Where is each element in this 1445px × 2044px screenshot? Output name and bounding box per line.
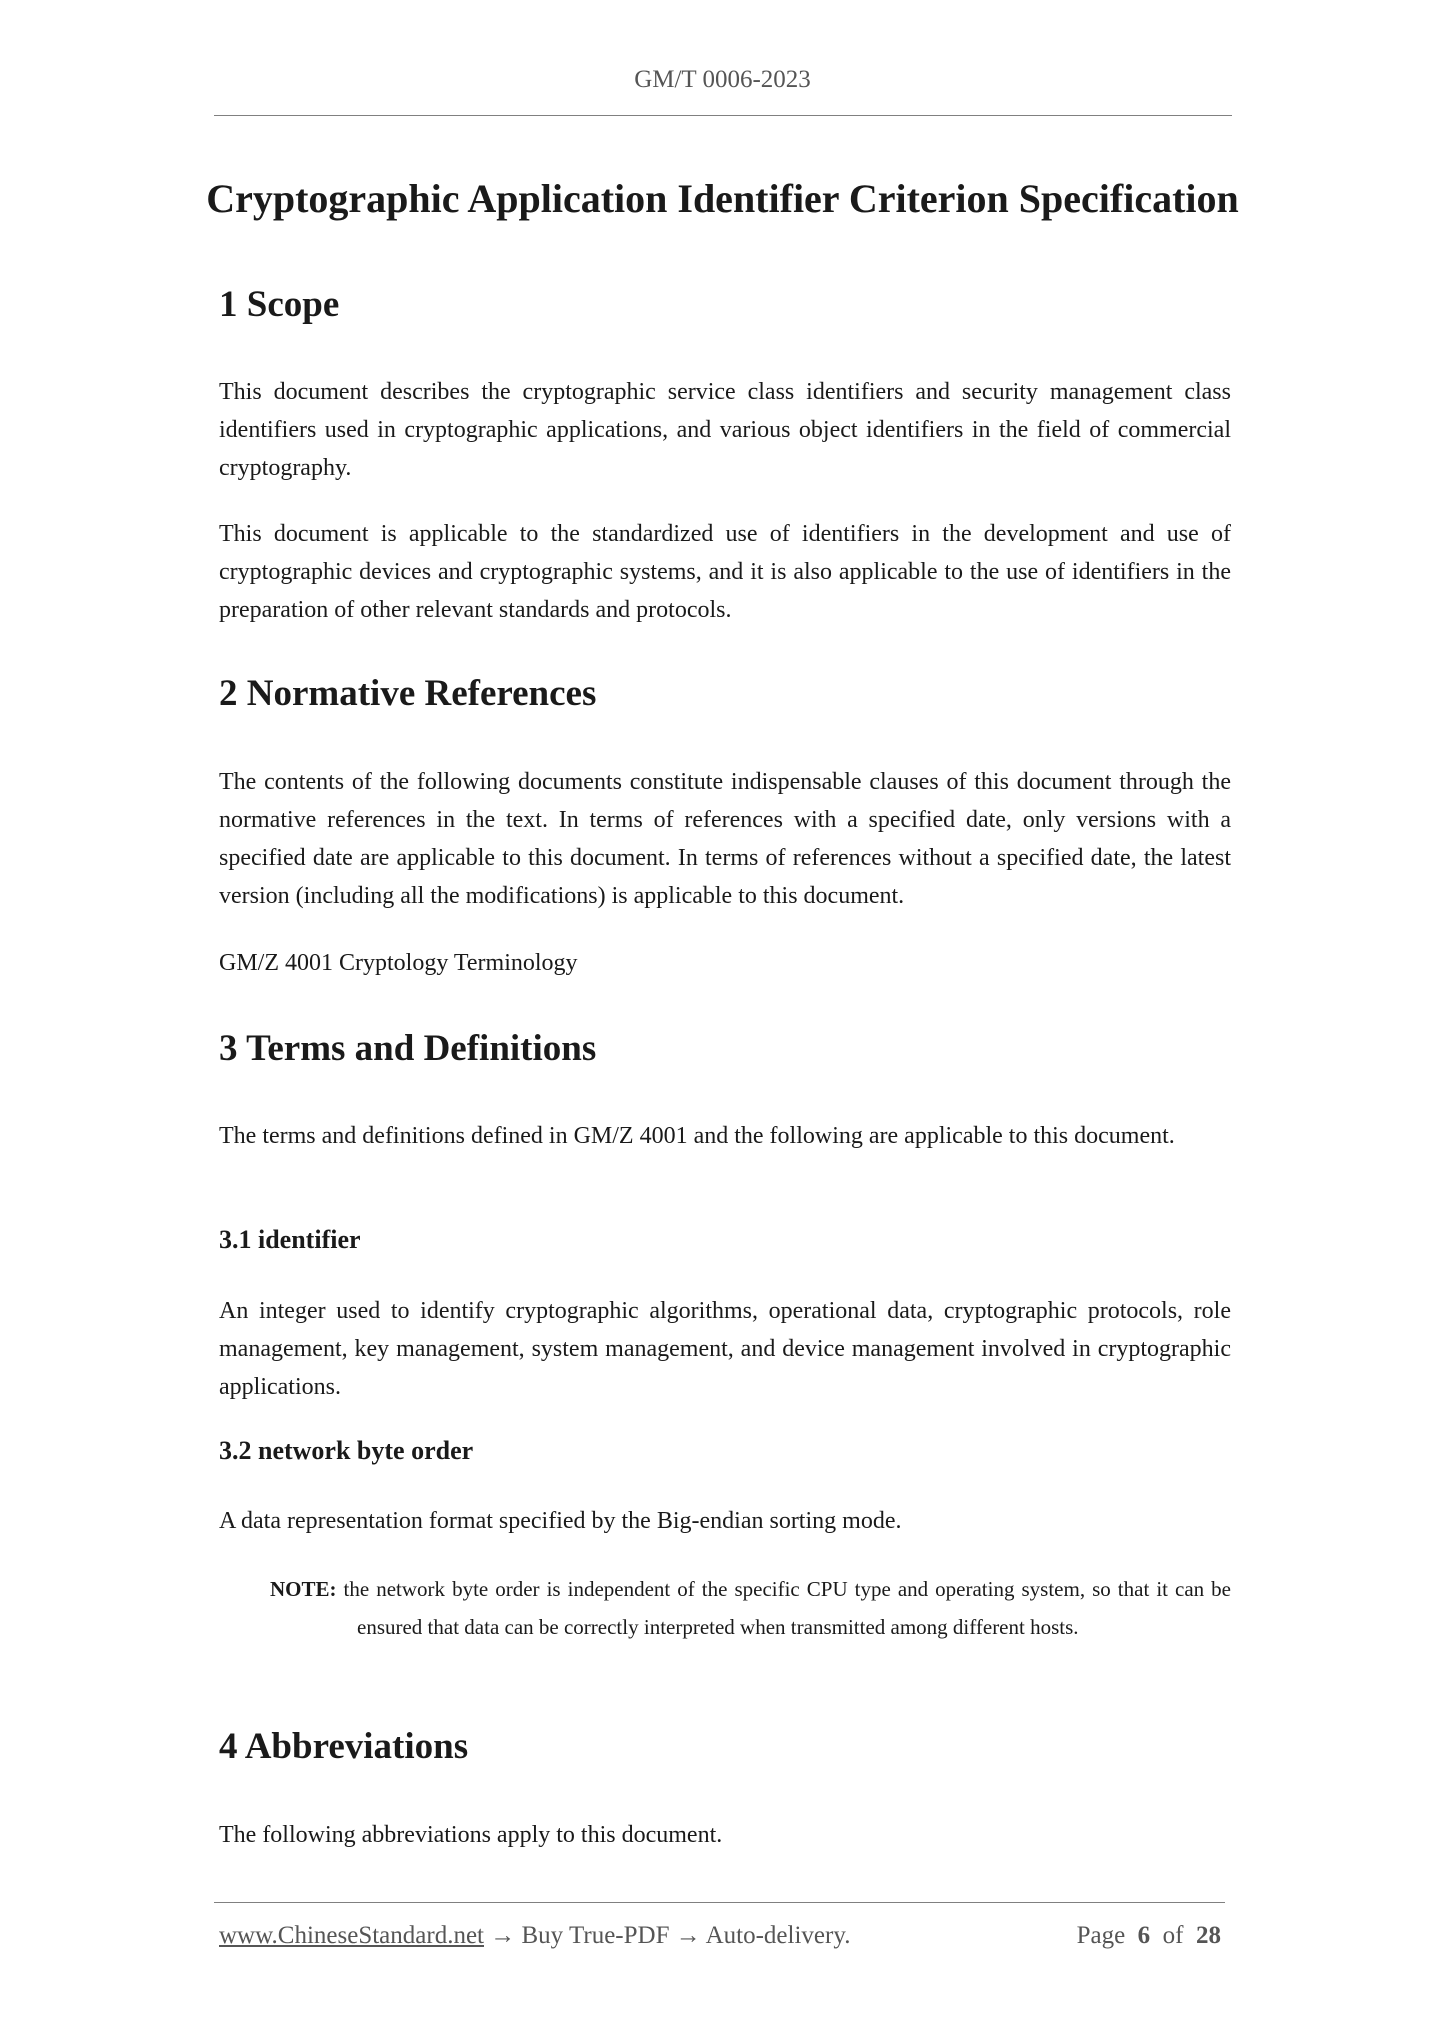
page-header-code: GM/T 0006-2023 (634, 66, 811, 93)
section-heading-abbreviations: 4 Abbreviations (219, 1726, 469, 1767)
header-divider (214, 115, 1232, 116)
page-number (1077, 1922, 1221, 1950)
term-definition-identifier: An integer used to identify cryptographic algorithms, operational data, cryptographic protocols, role management, key management, system management, and device management involved in cryptographic applications. (219, 1298, 1231, 1400)
term-definition-network-byte-order: A data representation format specified by the Big-endian sorting mode. (219, 1508, 902, 1534)
of-word: of (1162, 1922, 1184, 1949)
document-title: Cryptographic Application Identifier Criterion Specification (206, 176, 1239, 221)
scope-paragraph-1: This document describes the cryptographic service class identifiers and security management class identifiers used in cryptographic applications, and various object identifiers in the field of commercial cryptography. (219, 379, 1231, 481)
note-text: the network byte order is independent of the specific CPU type and operating system, so that it can be ensured that data can be correctly interpreted when transmitted among different hosts. (343, 1577, 1232, 1639)
section-heading-terms-definitions: 3 Terms and Definitions (219, 1028, 597, 1069)
term-heading-identifier: 3.1 identifier (219, 1225, 361, 1254)
section-heading-scope: 1 Scope (219, 284, 340, 325)
normative-reference-item: GM/Z 4001 Cryptology Terminology (219, 950, 578, 976)
page-word: Page (1076, 1922, 1126, 1949)
footer-promo (219, 1922, 850, 1950)
footer-promo-text: → Buy True-PDF → Auto-delivery. (484, 1922, 851, 1949)
note-network-byte-order (270, 1570, 1231, 1646)
term-heading-network-byte-order: 3.2 network byte order (219, 1436, 474, 1465)
footer-divider (214, 1902, 1225, 1903)
normative-references-paragraph: The contents of the following documents constitute indispensable clauses of this document through the normative references in the text. In terms of references with a specified date, only versions with a specified date are applicable to this document. In terms of references without a specified date, the latest version (including all the modifications) is applicable to this document. (219, 769, 1231, 909)
note-label: NOTE: (270, 1577, 337, 1601)
page-total: 28 (1196, 1922, 1221, 1949)
page-current: 6 (1137, 1922, 1151, 1949)
terms-intro-paragraph: The terms and definitions defined in GM/Z 4001 and the following are applicable to this document. (219, 1123, 1175, 1149)
abbreviations-intro-paragraph: The following abbreviations apply to this document. (219, 1822, 723, 1848)
footer-website-link[interactable]: www.ChineseStandard.net (219, 1922, 484, 1949)
section-heading-normative-references: 2 Normative References (219, 673, 597, 714)
scope-paragraph-2: This document is applicable to the standardized use of identifiers in the development and use of cryptographic devices and cryptographic systems, and it is also applicable to the use of identifiers in the preparation of other relevant standards and protocols. (219, 521, 1231, 623)
